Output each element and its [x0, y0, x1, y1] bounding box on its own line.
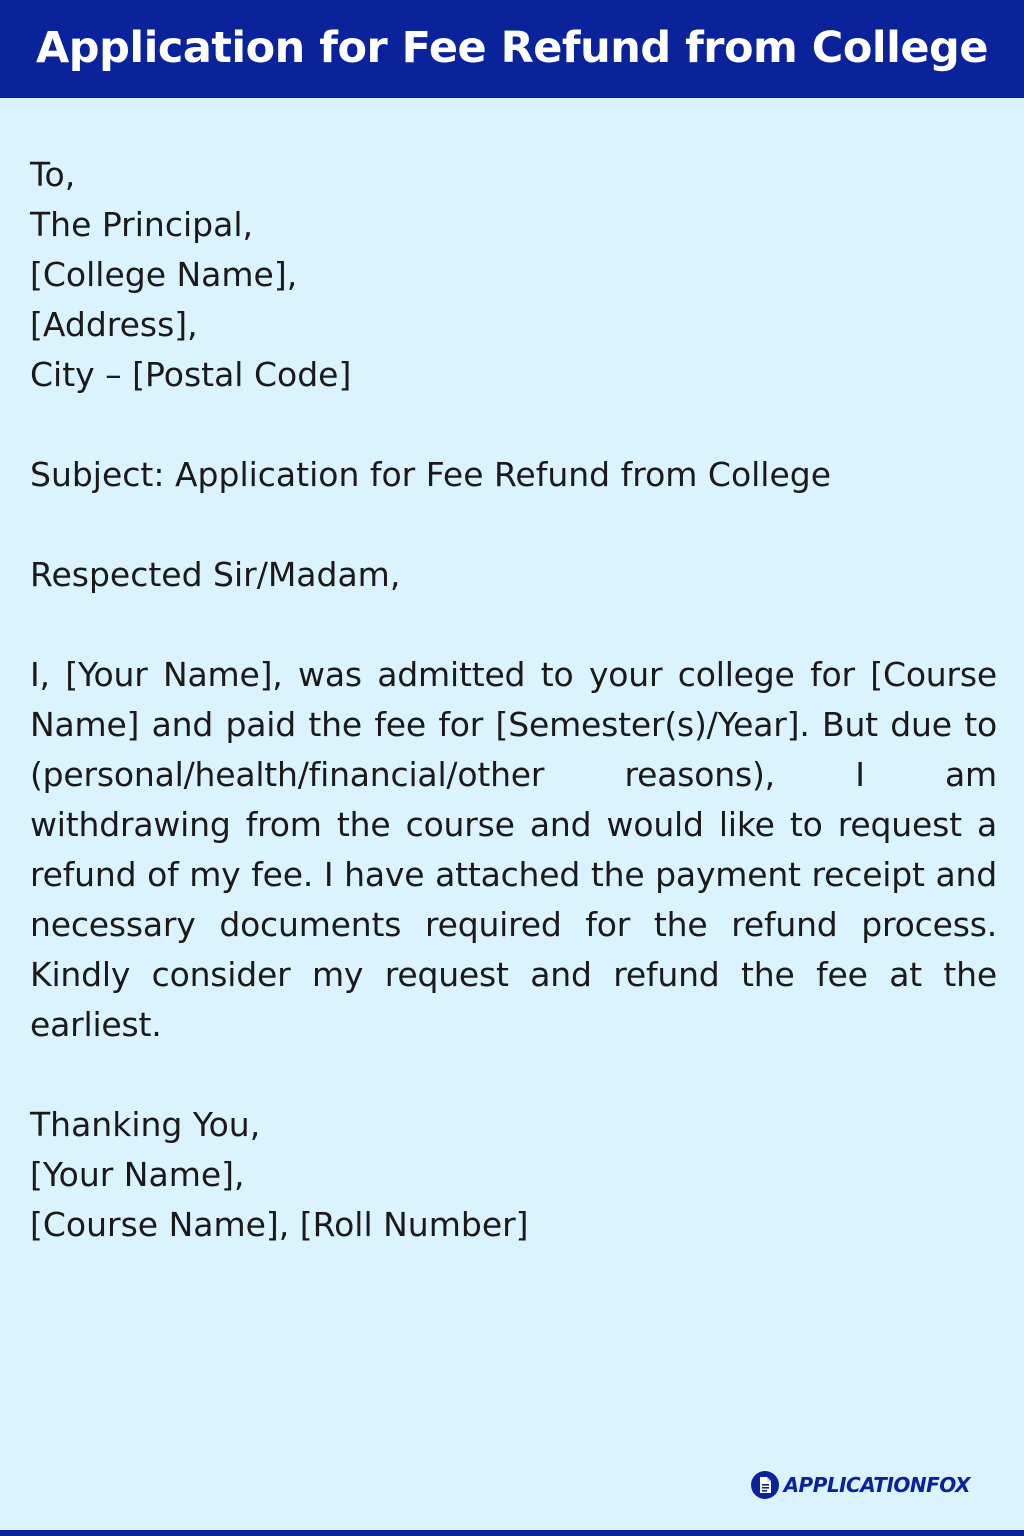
- closing-line: Thanking You,: [30, 1105, 261, 1144]
- signature-name: [Your Name],: [30, 1155, 245, 1194]
- brand-name: APPLICATIONFOX: [783, 1473, 970, 1497]
- spacer: [30, 1050, 997, 1100]
- spacer: [30, 600, 997, 650]
- brand-logo: [750, 1468, 970, 1502]
- bottom-border: [0, 1530, 1024, 1536]
- signature-details: [Course Name], [Roll Number]: [30, 1205, 529, 1244]
- address-line: The Principal,: [30, 205, 253, 244]
- salutation: Respected Sir/Madam,: [30, 555, 401, 594]
- letter-body: [30, 150, 997, 1250]
- spacer: [30, 500, 997, 550]
- subject-line: Subject: Application for Fee Refund from College: [30, 455, 832, 494]
- spacer: [30, 400, 997, 450]
- address-line: [College Name],: [30, 255, 298, 294]
- address-line: To,: [30, 155, 76, 194]
- body-paragraph: I, [Your Name], was admitted to your college for [Course Name] and paid the fee for [Semester(s)/Year]. But due to (personal/health/financial/other reasons), I am withdrawing from the course and would like to request a refund of my fee. I have attached the payment receipt and necessary documents required for the refund process. Kindly consider my request and refund the fee at the earliest.: [30, 655, 997, 1044]
- address-line: City – [Postal Code]: [30, 355, 352, 394]
- page-title: Application for Fee Refund from College: [36, 23, 988, 73]
- page-header: [0, 0, 1024, 98]
- address-line: [Address],: [30, 305, 198, 344]
- document-icon: [750, 1470, 780, 1500]
